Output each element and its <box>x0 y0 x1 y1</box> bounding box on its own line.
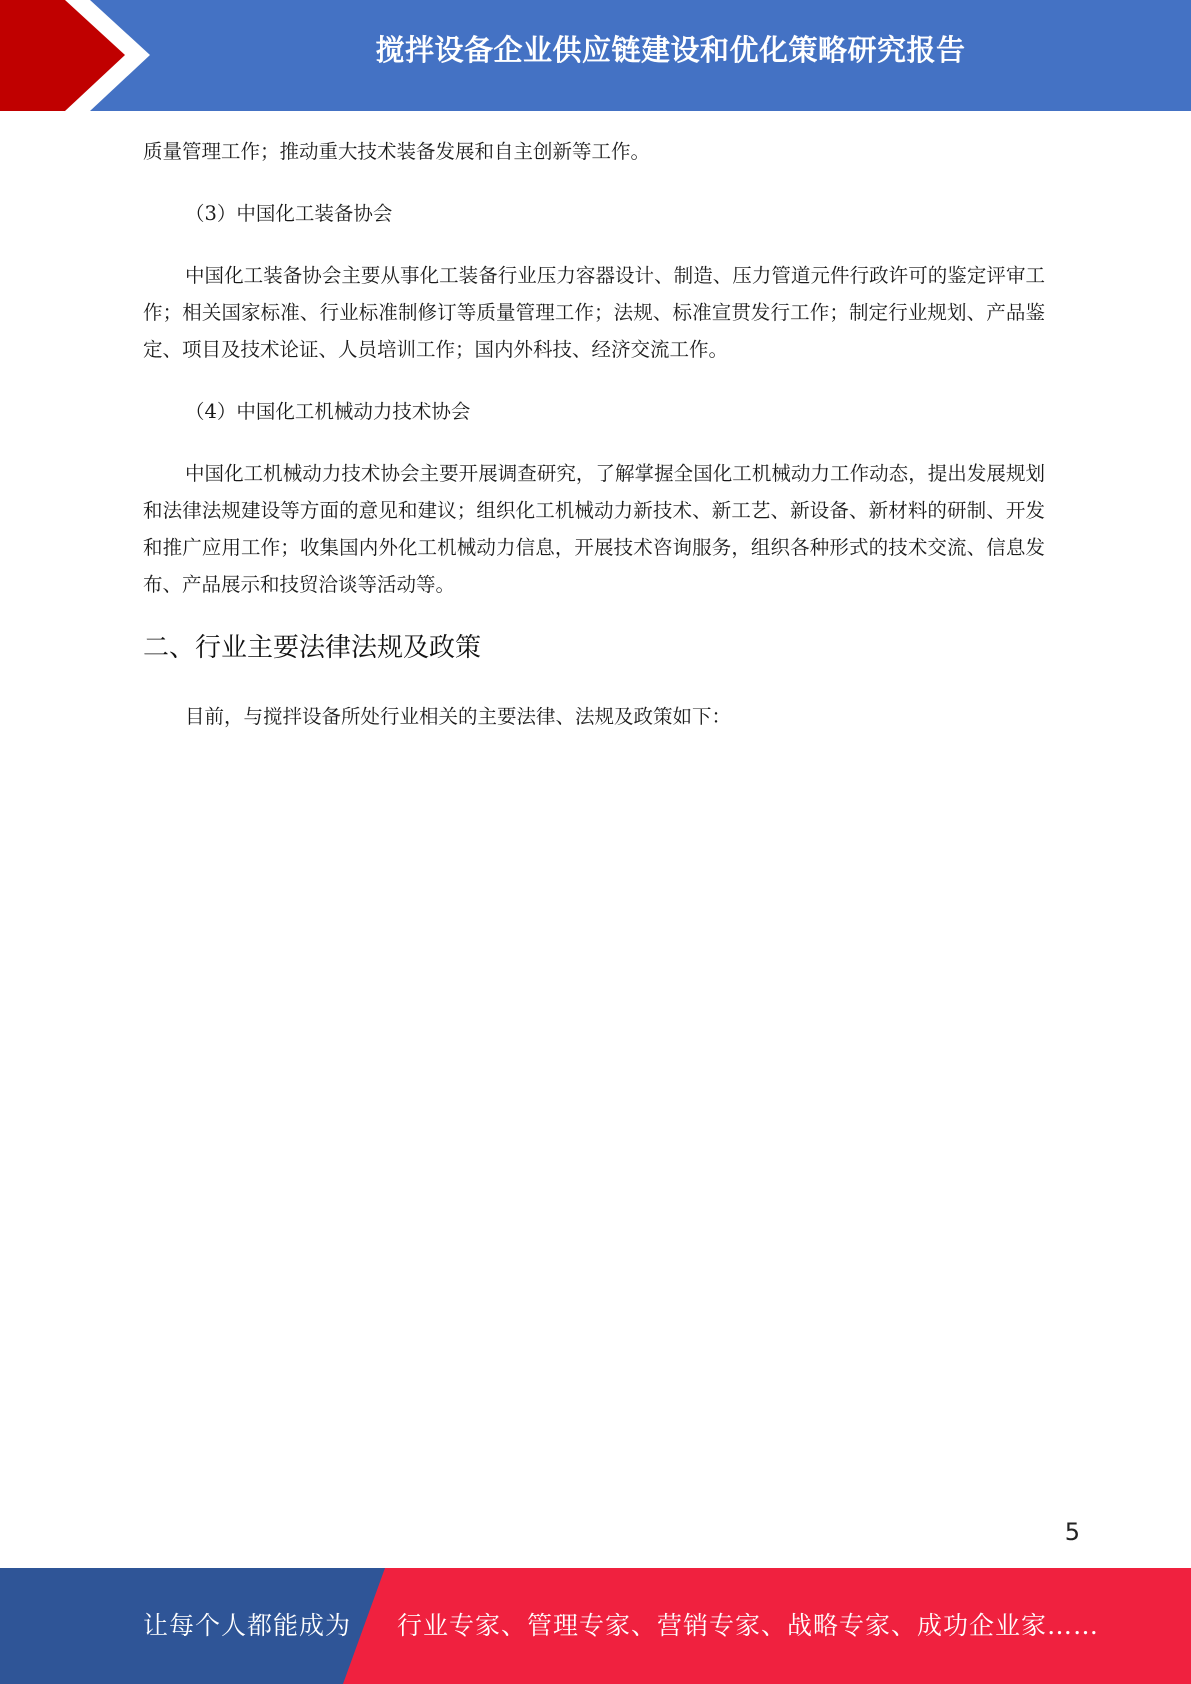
subsection-4-body: 中国化工机械动力技术协会主要开展调查研究，了解掌握全国化工机械动力工作动态，提出发展规划和法律法规建设等方面的意见和建议；组织化工机械动力新技术、新工艺、新设备、新材料的研制、开发和推广应用工作；收集国内外化工机械动力信息，开展技术咨询服务，组织各种形式的技术交流、信息发布、产品展示和技贸洽谈等活动等。 <box>143 462 1045 596</box>
subsection-3-body: 中国化工装备协会主要从事化工装备行业压力容器设计、制造、压力管道元件行政许可的鉴定评审工作；相关国家标准、行业标准制修订等质量管理工作；法规、标准宣贯发行工作；制定行业规划、产品鉴定、项目及技术论证、人员培训工作；国内外科技、经济交流工作。 <box>143 264 1045 361</box>
footer-banner <box>0 1568 1191 1684</box>
continuation-paragraph: 质量管理工作；推动重大技术装备发展和自主创新等工作。 <box>143 140 651 163</box>
section-2-intro: 目前，与搅拌设备所处行业相关的主要法律、法规及政策如下： <box>185 705 732 728</box>
subsection-3-title: （3）中国化工装备协会 <box>185 202 393 225</box>
page-content <box>143 133 1045 735</box>
report-title: 搅拌设备企业供应链建设和优化策略研究报告 <box>375 33 966 67</box>
footer-slogan-left: 让每个人都能成为 <box>143 1611 352 1640</box>
subsection-4-title: （4）中国化工机械动力技术协会 <box>185 400 471 423</box>
footer-slogan-right: 行业专家、管理专家、营销专家、战略专家、成功企业家…… <box>397 1611 1100 1640</box>
section-2-heading: 二、行业主要法律法规及政策 <box>143 633 482 663</box>
page-number: 5 <box>1064 1518 1080 1546</box>
header-banner <box>0 0 1191 111</box>
header-arrow-decoration <box>0 0 160 111</box>
